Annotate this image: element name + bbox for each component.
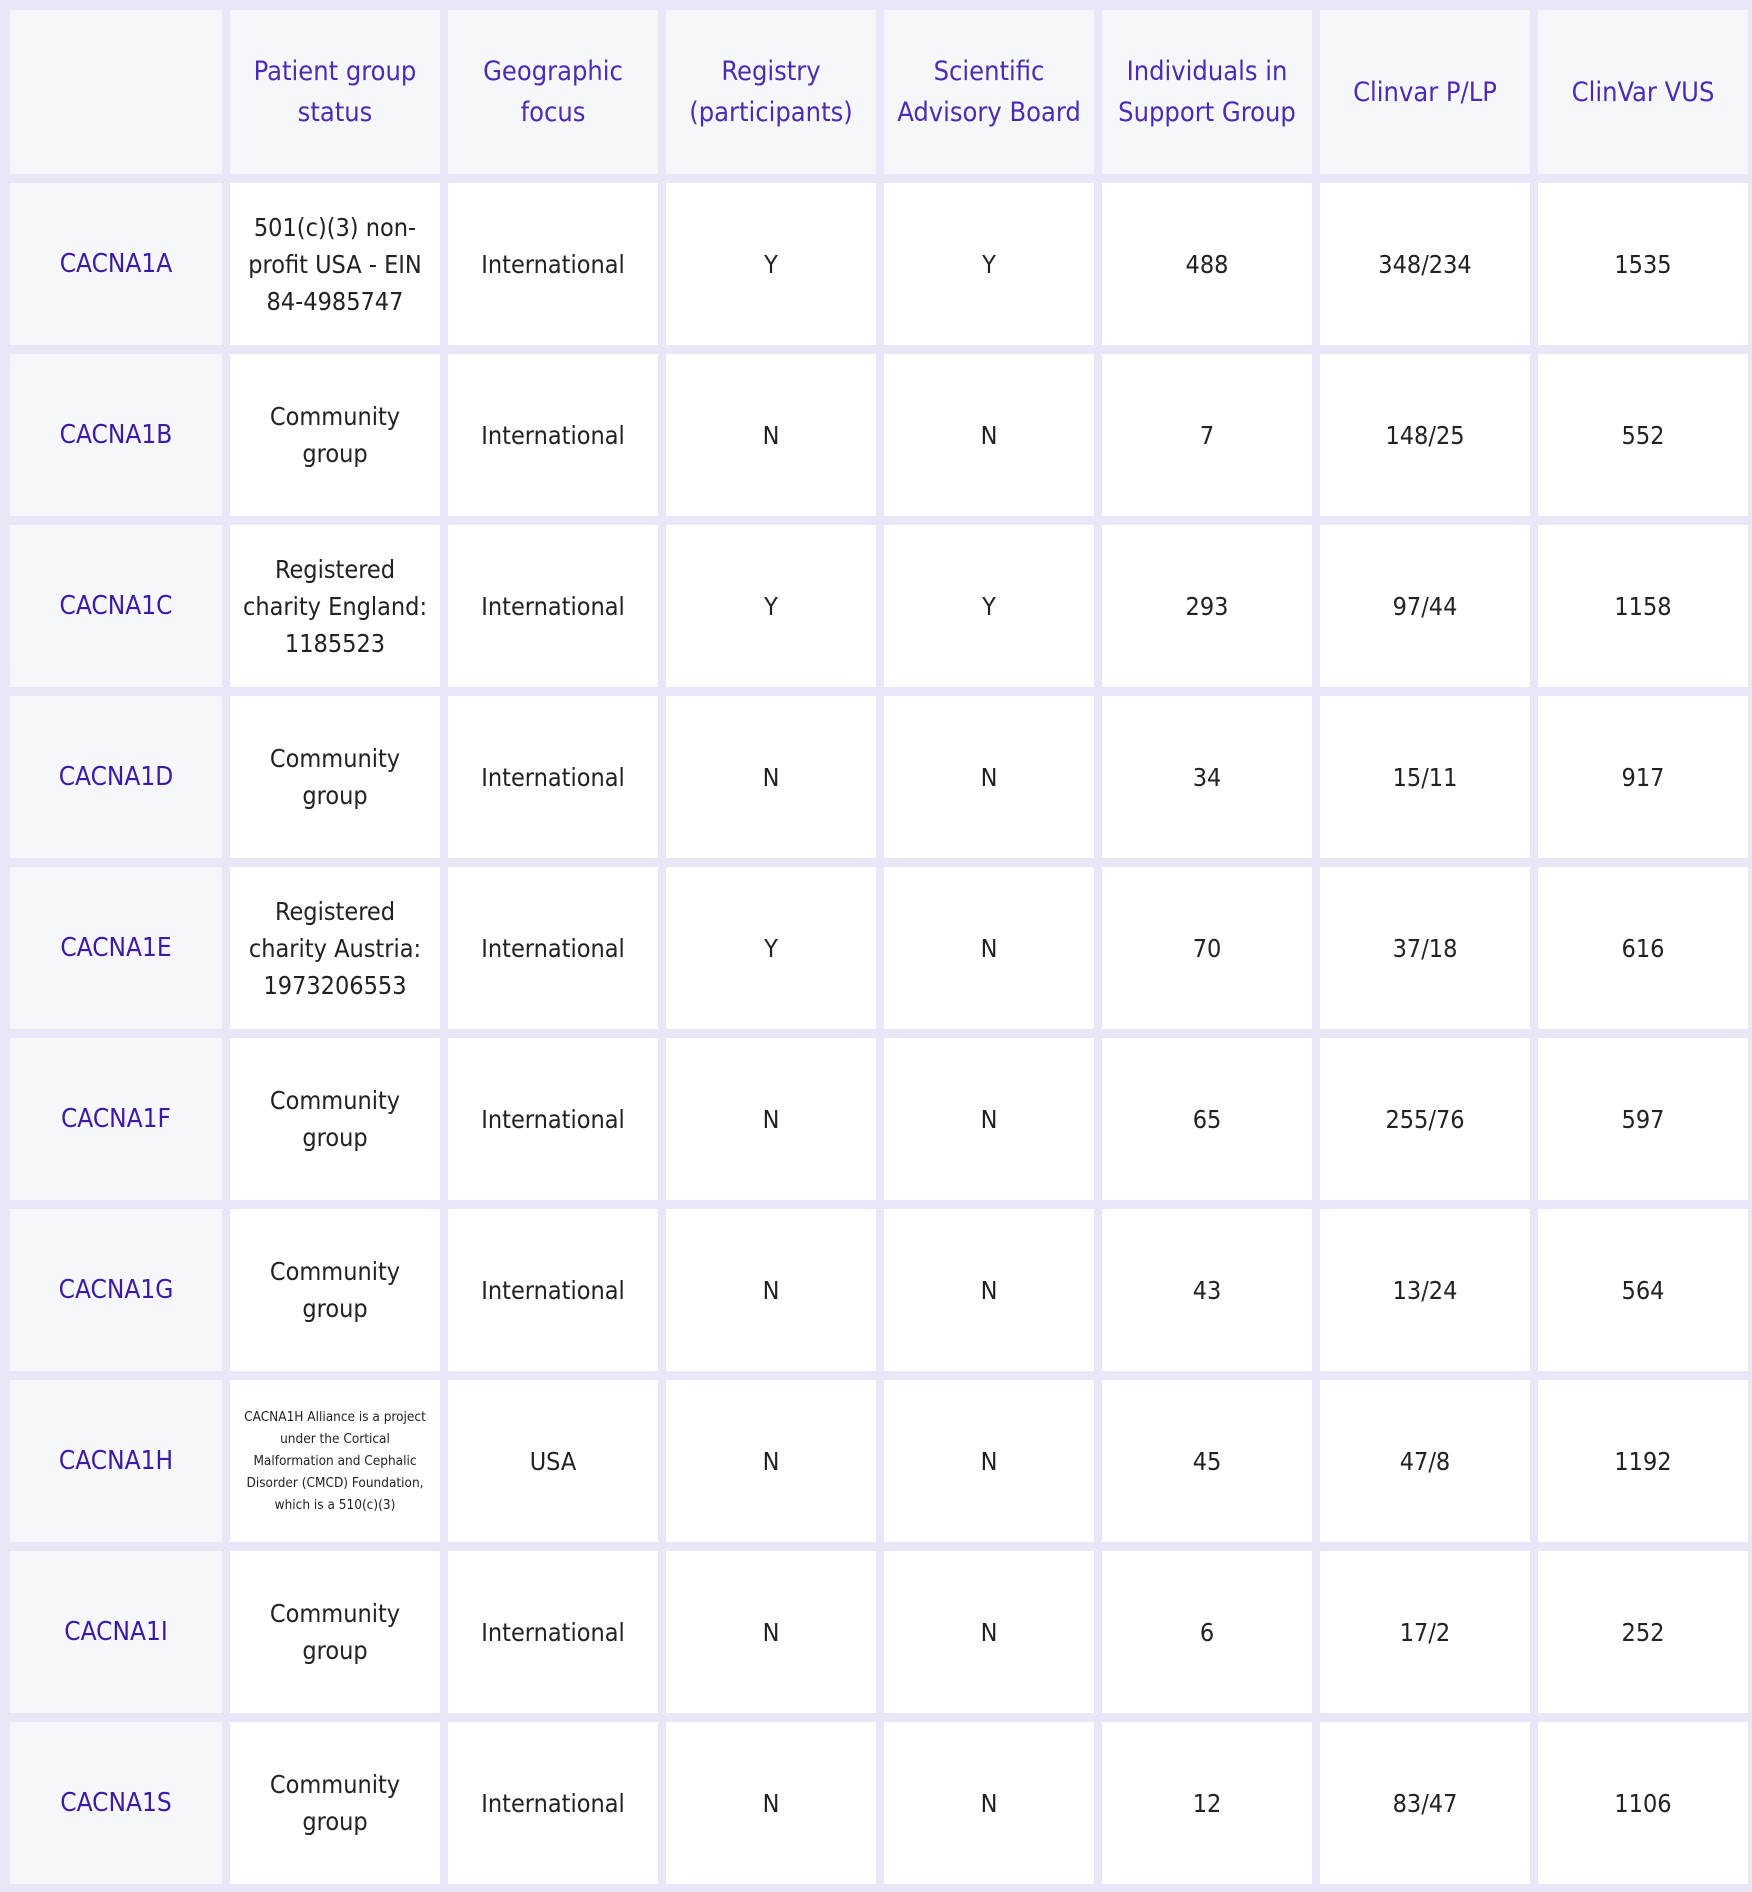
individuals-count: 12 [1102, 1722, 1312, 1884]
clinvar-plp-value: 47/8 [1320, 1380, 1530, 1542]
individuals-count: 6 [1102, 1551, 1312, 1713]
registry-value: N [666, 1551, 876, 1713]
individuals-count: 7 [1102, 354, 1312, 516]
registry-value: N [666, 1209, 876, 1371]
support-group-table [10, 10, 1748, 1884]
geographic-focus: International [448, 1038, 658, 1200]
geographic-focus: USA [448, 1380, 658, 1542]
clinvar-plp-value: 17/2 [1320, 1551, 1530, 1713]
clinvar-plp-value: 13/24 [1320, 1209, 1530, 1371]
clinvar-vus-value: 597 [1538, 1038, 1748, 1200]
clinvar-plp-value: 15/11 [1320, 696, 1530, 858]
clinvar-vus-value: 564 [1538, 1209, 1748, 1371]
clinvar-plp-value: 97/44 [1320, 525, 1530, 687]
patient-group-status: Community group [230, 1209, 440, 1371]
gene-name: CACNA1C [10, 525, 222, 687]
patient-group-status: 501(c)(3) non-profit USA - EIN 84-4985747 [230, 183, 440, 345]
individuals-count: 45 [1102, 1380, 1312, 1542]
header-individuals-in-support-group: Individuals in Support Group [1102, 10, 1312, 174]
individuals-count: 488 [1102, 183, 1312, 345]
clinvar-plp-value: 348/234 [1320, 183, 1530, 345]
header-clinvar-plp: Clinvar P/LP [1320, 10, 1530, 174]
advisory-board-value: N [884, 867, 1094, 1029]
patient-group-status: Registered charity England: 1185523 [230, 525, 440, 687]
header-cell-blank [10, 10, 222, 174]
geographic-focus: International [448, 867, 658, 1029]
gene-name: CACNA1B [10, 354, 222, 516]
gene-name: CACNA1G [10, 1209, 222, 1371]
individuals-count: 43 [1102, 1209, 1312, 1371]
gene-name: CACNA1D [10, 696, 222, 858]
geographic-focus: International [448, 1209, 658, 1371]
header-geographic-focus: Geographic focus [448, 10, 658, 174]
geographic-focus: International [448, 1551, 658, 1713]
individuals-count: 65 [1102, 1038, 1312, 1200]
advisory-board-value: N [884, 1209, 1094, 1371]
registry-value: Y [666, 525, 876, 687]
patient-group-status: Community group [230, 1722, 440, 1884]
geographic-focus: International [448, 1722, 658, 1884]
advisory-board-value: N [884, 1380, 1094, 1542]
registry-value: Y [666, 183, 876, 345]
clinvar-plp-value: 255/76 [1320, 1038, 1530, 1200]
gene-name: CACNA1A [10, 183, 222, 345]
registry-value: N [666, 1380, 876, 1542]
individuals-count: 70 [1102, 867, 1312, 1029]
patient-group-status: Registered charity Austria: 1973206553 [230, 867, 440, 1029]
clinvar-vus-value: 1158 [1538, 525, 1748, 687]
clinvar-vus-value: 1535 [1538, 183, 1748, 345]
clinvar-plp-value: 37/18 [1320, 867, 1530, 1029]
registry-value: Y [666, 867, 876, 1029]
clinvar-vus-value: 552 [1538, 354, 1748, 516]
advisory-board-value: N [884, 1038, 1094, 1200]
patient-group-status: Community group [230, 354, 440, 516]
gene-name: CACNA1F [10, 1038, 222, 1200]
clinvar-vus-value: 917 [1538, 696, 1748, 858]
clinvar-vus-value: 1106 [1538, 1722, 1748, 1884]
advisory-board-value: N [884, 696, 1094, 858]
header-registry: Registry (participants) [666, 10, 876, 174]
gene-name: CACNA1S [10, 1722, 222, 1884]
advisory-board-value: N [884, 1722, 1094, 1884]
header-scientific-advisory-board: Scientific Advisory Board [884, 10, 1094, 174]
registry-value: N [666, 1038, 876, 1200]
clinvar-plp-value: 83/47 [1320, 1722, 1530, 1884]
advisory-board-value: N [884, 1551, 1094, 1713]
clinvar-plp-value: 148/25 [1320, 354, 1530, 516]
patient-group-status: Community group [230, 1038, 440, 1200]
registry-value: N [666, 354, 876, 516]
geographic-focus: International [448, 354, 658, 516]
geographic-focus: International [448, 183, 658, 345]
patient-group-status: Community group [230, 1551, 440, 1713]
advisory-board-value: Y [884, 183, 1094, 345]
geographic-focus: International [448, 696, 658, 858]
patient-group-status: CACNA1H Alliance is a project under the Cortical Malformation and Cephalic Disorder (CMCD) Foundation, which is a 510(c)(3) [230, 1380, 440, 1542]
gene-name: CACNA1H [10, 1380, 222, 1542]
header-clinvar-vus: ClinVar VUS [1538, 10, 1748, 174]
gene-name: CACNA1I [10, 1551, 222, 1713]
advisory-board-value: Y [884, 525, 1094, 687]
individuals-count: 34 [1102, 696, 1312, 858]
registry-value: N [666, 696, 876, 858]
advisory-board-value: N [884, 354, 1094, 516]
clinvar-vus-value: 616 [1538, 867, 1748, 1029]
clinvar-vus-value: 252 [1538, 1551, 1748, 1713]
patient-group-status: Community group [230, 696, 440, 858]
individuals-count: 293 [1102, 525, 1312, 687]
clinvar-vus-value: 1192 [1538, 1380, 1748, 1542]
registry-value: N [666, 1722, 876, 1884]
header-patient-group-status: Patient group status [230, 10, 440, 174]
geographic-focus: International [448, 525, 658, 687]
gene-name: CACNA1E [10, 867, 222, 1029]
